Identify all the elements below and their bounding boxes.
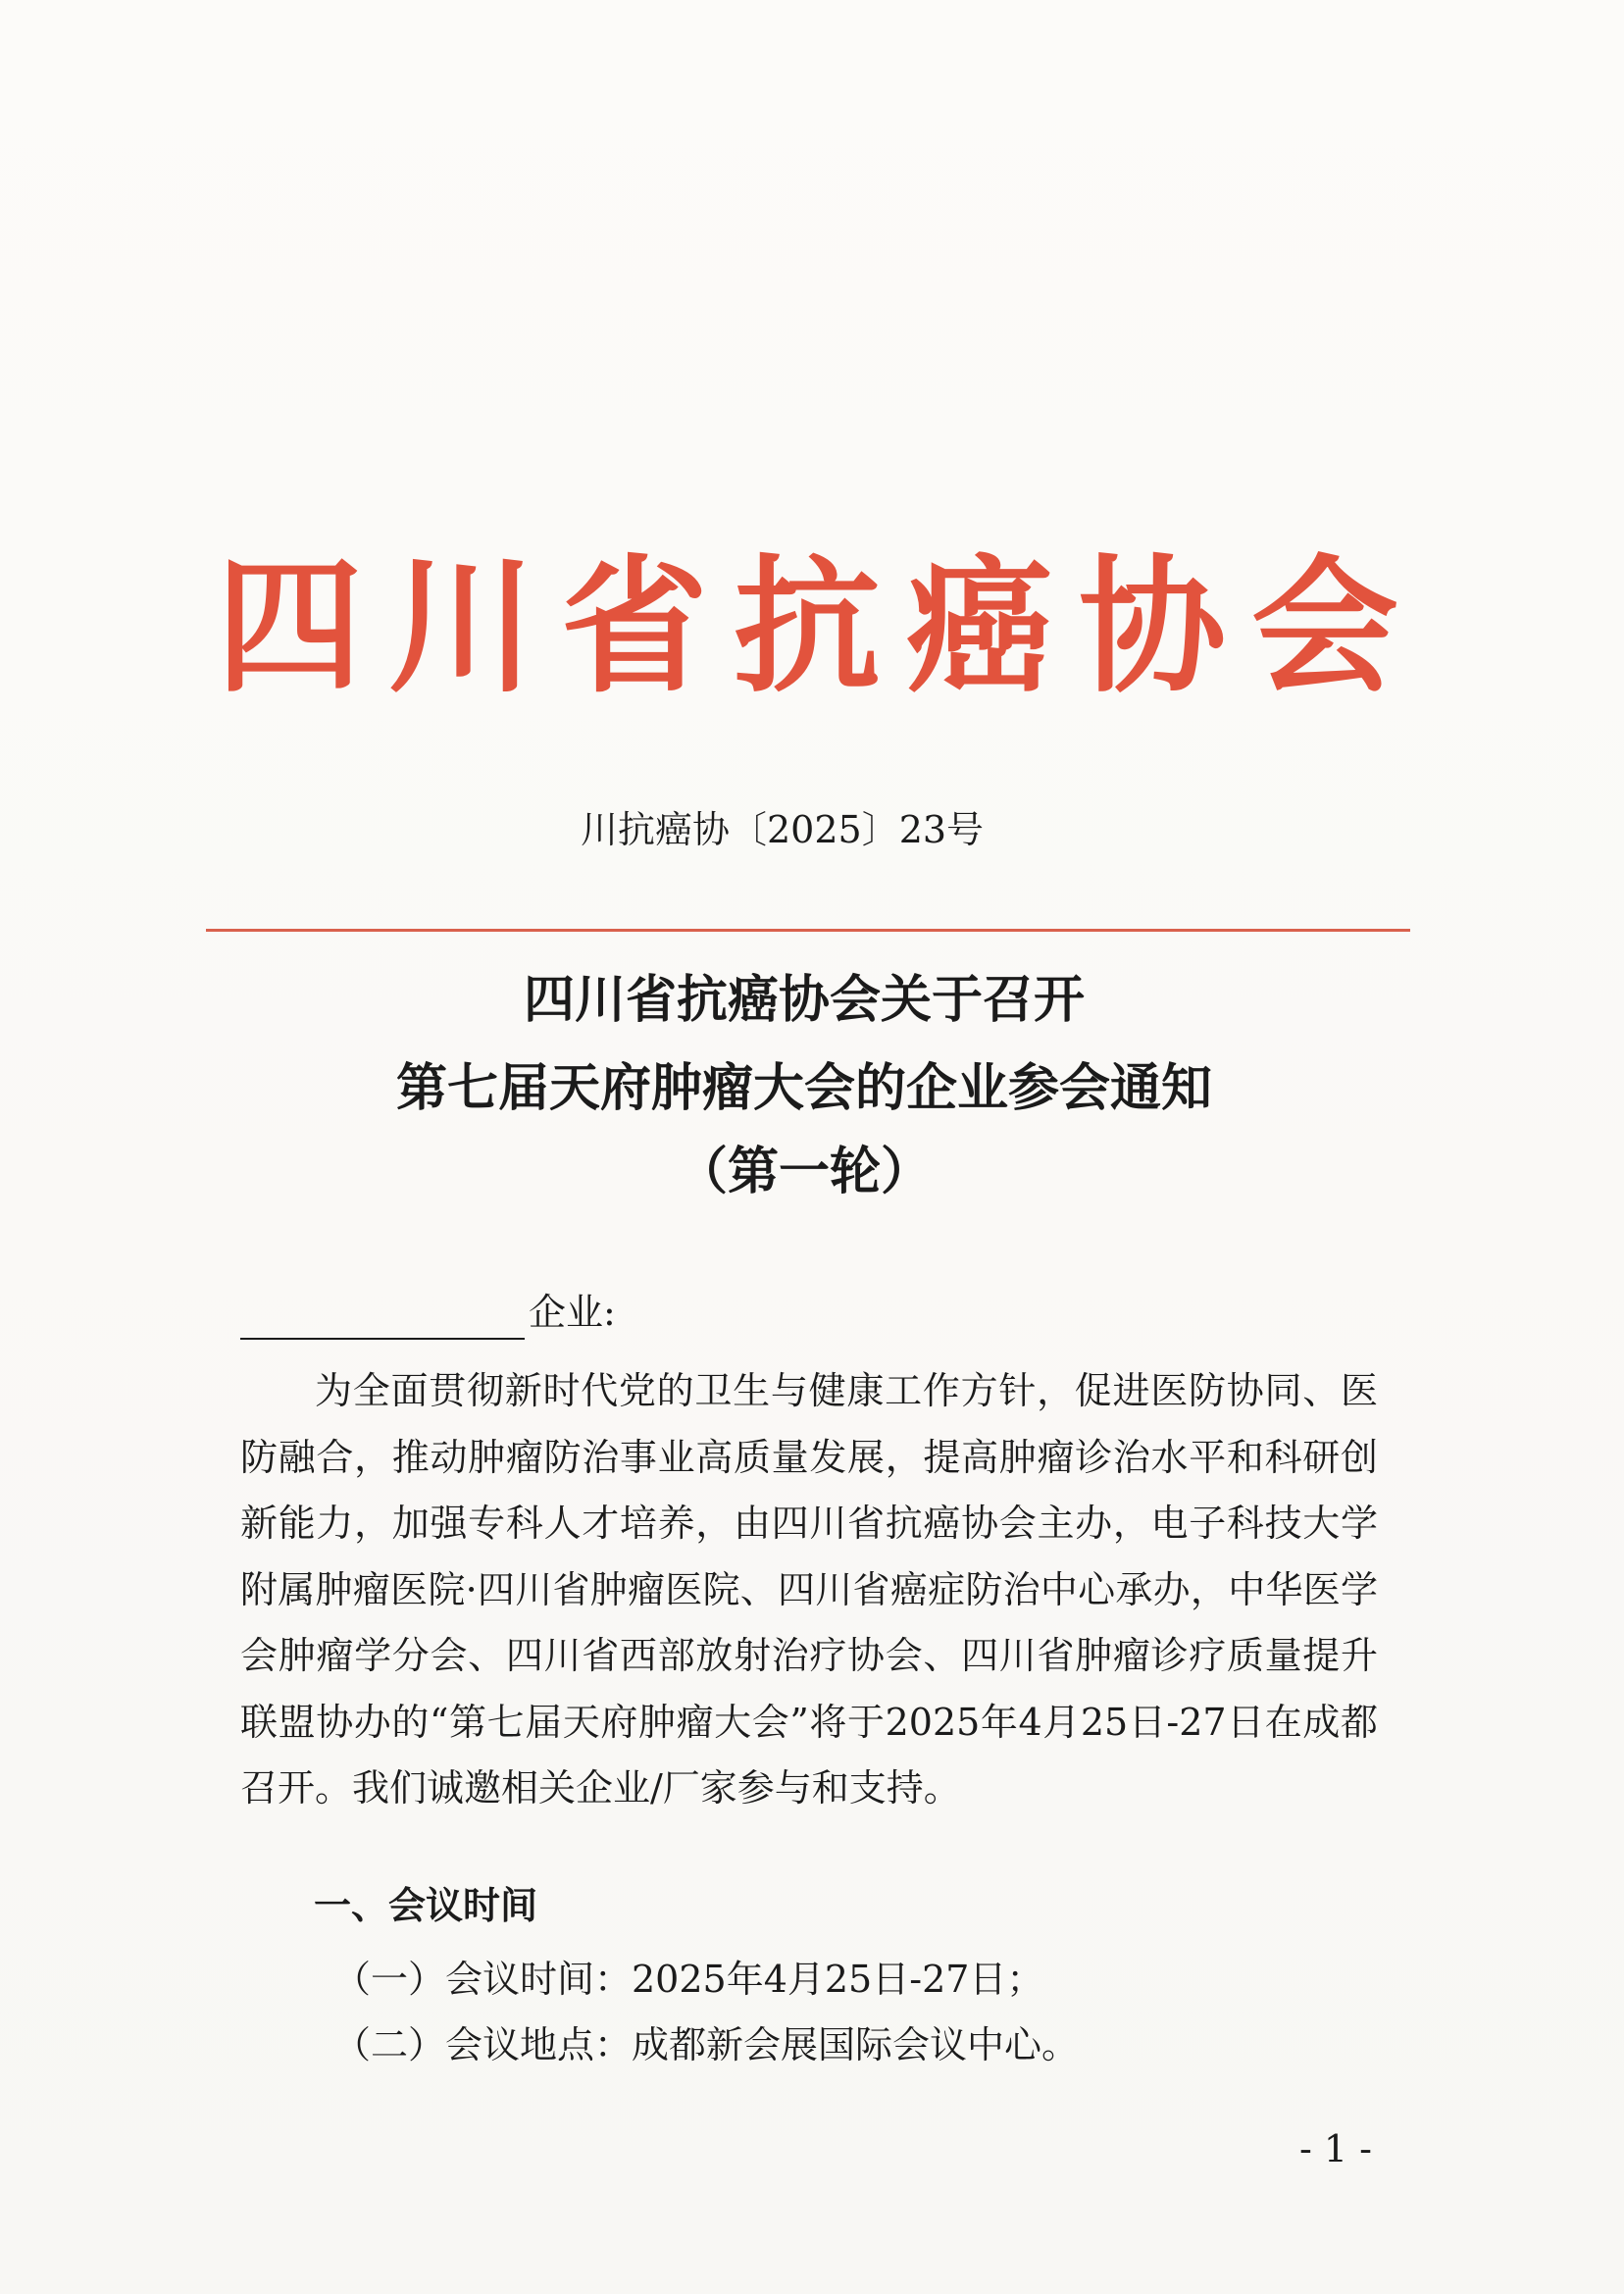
body-paragraph: 为全面贯彻新时代党的卫生与健康工作方针，促进医防协同、医防融合，推动肿瘤防治事业高质量发展，提高肿瘤诊治水平和科研创新能力，加强专科人才培养，由四川省抗癌协会主办，电子科技大学附属肿瘤医院·四川省肿瘤医院、四川省癌症防治中心承办，中华医学会肿瘤学分会、四川省西部放射治疗协会、四川省肿瘤诊疗质量提升联盟协办的“第七届天府肿瘤大会”将于2025年4月25日-27日在成都召开。我们诚邀相关企业/厂家参与和支持。 <box>240 1369 1378 1810</box>
organization-header: 四川省抗癌协会 <box>216 542 1425 713</box>
page-number: - 1 - <box>1299 2127 1373 2170</box>
salutation <box>240 1285 616 1340</box>
recipient-blank-line <box>240 1295 525 1340</box>
header-divider <box>206 929 1410 932</box>
section-heading-meeting-time: 一、会议时间 <box>314 1884 538 1927</box>
document-title-line-3: （第一轮） <box>676 1143 932 1201</box>
meeting-time-item: （一）会议时间：2025年4月25日-27日； <box>333 1958 1044 2001</box>
document-number: 川抗癌协〔2025〕23号 <box>581 808 985 851</box>
meeting-location-item: （二）会议地点：成都新会展国际会议中心。 <box>333 2023 1080 2066</box>
document-title-line-1: 四川省抗癌协会关于召开 <box>523 971 1085 1030</box>
document-title-line-2: 第七届天府肿瘤大会的企业参会通知 <box>395 1059 1212 1118</box>
salutation-text: 企业: <box>529 1291 616 1334</box>
